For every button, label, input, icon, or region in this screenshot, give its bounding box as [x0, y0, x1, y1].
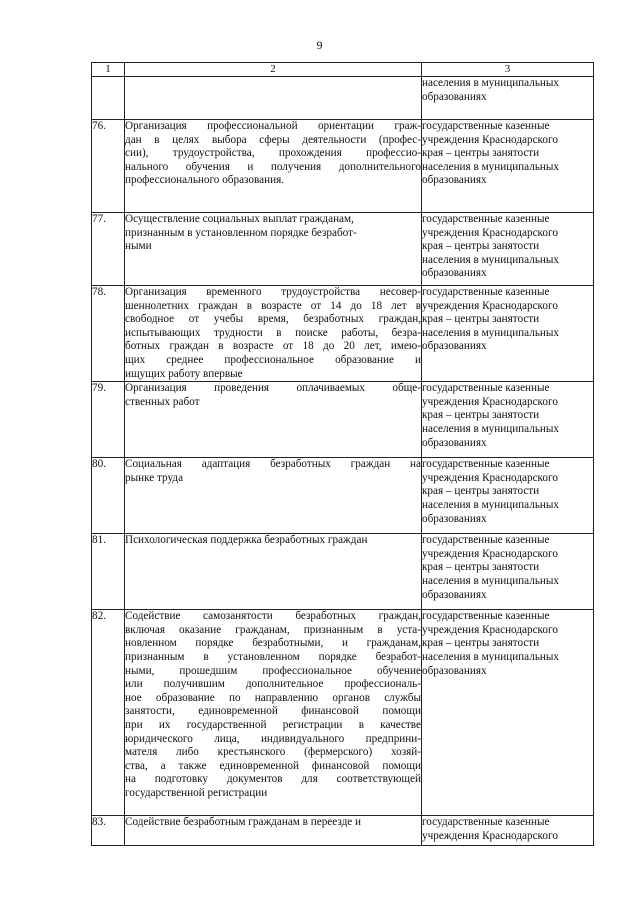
org-line: образованиях	[422, 512, 487, 525]
description-line: рынке труда	[125, 471, 184, 484]
org-line: государственные казенные	[422, 610, 550, 623]
org-line: образованиях	[422, 90, 487, 103]
org-line: учреждения Краснодарского	[422, 133, 558, 146]
org-line: края – центры занятости	[422, 147, 540, 160]
org-line: учреждения Краснодарского	[422, 395, 558, 408]
org-line: края – центры занятости	[422, 240, 540, 253]
table-row	[92, 534, 594, 610]
header-col-2: 2	[125, 63, 422, 77]
description-line: испытывающих трудности в поиске работы, безра-	[125, 326, 421, 339]
description-line: Социальная адаптация безработных граждан на	[125, 458, 421, 471]
description-line: Организация профессиональной ориентации граж-	[125, 120, 421, 132]
row-number: 76.	[92, 120, 125, 213]
description-line: Психологическая поддержка безработных граждан	[125, 534, 368, 547]
row-number: 79.	[92, 382, 125, 458]
row-number: 81.	[92, 534, 125, 610]
org-line: государственные казенные	[422, 120, 550, 132]
row-number: 78.	[92, 286, 125, 382]
services-table	[91, 62, 594, 846]
org-line: края – центры занятости	[422, 637, 540, 650]
description-line: Осуществление социальных выплат гражданам,	[125, 213, 354, 225]
org-line: учреждения Краснодарского	[422, 547, 558, 560]
org-line: края – центры занятости	[422, 313, 540, 326]
description-line: Содействие самозанятости безработных граждан,	[125, 610, 421, 623]
description-line: ными, прошедшим профессиональное обучение	[125, 664, 421, 677]
description-line: Содействие безработным гражданам в переезде и	[125, 816, 362, 829]
description-line: мателя либо крестьянского (фермерского) хозяй-	[125, 746, 421, 759]
description-line: ищущих работу впервые	[125, 367, 243, 380]
description-line: ства, а также единовременной финансовой помощи	[125, 759, 421, 772]
org-line: государственные казенные	[422, 286, 550, 298]
description-line: юридического лица, индивидуального предприни-	[125, 732, 421, 745]
org-line: образованиях	[422, 340, 487, 353]
description-line: занятости, единовременной финансовой помощи	[125, 705, 421, 718]
row-description	[125, 77, 422, 120]
table-row	[92, 610, 594, 816]
description-line: ботных граждан в возрасте от 18 до 20 лет, имею-	[125, 340, 421, 353]
org-line: населения в муниципальных	[422, 498, 560, 511]
description-line: ными	[125, 240, 152, 253]
description-line: или получившим дополнительное профессиональ-	[125, 678, 421, 691]
table-row	[92, 382, 594, 458]
org-line: государственные казенные	[422, 382, 550, 395]
description-line: щих среднее профессиональное образование и	[125, 353, 421, 366]
row-description	[125, 382, 422, 458]
continuation-row	[92, 77, 594, 120]
row-number: 83.	[92, 816, 125, 846]
row-description	[125, 534, 422, 610]
table-row	[92, 213, 594, 286]
row-organization	[422, 77, 594, 120]
org-line: государственные казенные	[422, 534, 550, 547]
org-line: государственные казенные	[422, 458, 550, 471]
description-line: шеннолетних граждан в возрасте от 14 до 18 лет в	[125, 299, 421, 312]
row-number: 80.	[92, 458, 125, 534]
row-organization	[422, 816, 594, 846]
row-number	[92, 77, 125, 120]
org-line: края – центры занятости	[422, 485, 540, 498]
header-col-3: 3	[422, 63, 594, 77]
row-organization	[422, 534, 594, 610]
org-line: населения в муниципальных	[422, 574, 560, 587]
row-description	[125, 286, 422, 382]
description-line: признанным в установленном порядке безработ-	[125, 226, 357, 239]
org-line: образованиях	[422, 436, 487, 449]
org-line: образованиях	[422, 174, 487, 187]
org-line: населения в муниципальных	[422, 77, 560, 89]
org-line: учреждения Краснодарского	[422, 829, 558, 842]
description-line: нального обучения и получения дополнительного	[125, 160, 421, 173]
table-row	[92, 458, 594, 534]
org-line: учреждения Краснодарского	[422, 226, 558, 239]
row-description	[125, 458, 422, 534]
description-line: сии), трудоустройства, прохождения профессио-	[125, 147, 421, 160]
description-line: на подготовку документов для соответствующей	[125, 773, 421, 786]
row-description	[125, 120, 422, 213]
description-line: профессионального образования.	[125, 174, 285, 187]
org-line: образованиях	[422, 588, 487, 601]
org-line: государственные казенные	[422, 213, 550, 225]
row-organization	[422, 286, 594, 382]
org-line: населения в муниципальных	[422, 160, 560, 173]
description-line: ственных работ	[125, 395, 200, 408]
org-line: образованиях	[422, 267, 487, 280]
description-line: новленном порядке безработными, и гражданам,	[125, 637, 421, 650]
row-organization	[422, 610, 594, 816]
row-number: 77.	[92, 213, 125, 286]
row-organization	[422, 213, 594, 286]
description-line: дан в целях выбора сферы деятельности (профес-	[125, 133, 421, 146]
description-line: включая оказание гражданам, признанным в уста-	[125, 623, 421, 636]
description-line: Организация проведения оплачиваемых обще-	[125, 382, 421, 395]
description-line: при их государственной регистрации в качестве	[125, 718, 421, 731]
page-number: 9	[316, 38, 323, 52]
row-description	[125, 610, 422, 816]
org-line: населения в муниципальных	[422, 422, 560, 435]
org-line: края – центры занятости	[422, 409, 540, 422]
row-description	[125, 816, 422, 846]
row-organization	[422, 120, 594, 213]
row-number: 82.	[92, 610, 125, 816]
org-line: учреждения Краснодарского	[422, 471, 558, 484]
org-line: населения в муниципальных	[422, 326, 560, 339]
row-description	[125, 213, 422, 286]
row-organization	[422, 382, 594, 458]
description-line: свободное от учебы время, безработных граждан,	[125, 313, 421, 326]
org-line: учреждения Краснодарского	[422, 299, 558, 312]
description-line: Организация временного трудоустройства несовер-	[125, 286, 421, 298]
table-row	[92, 816, 594, 846]
org-line: учреждения Краснодарского	[422, 623, 558, 636]
org-line: края – центры занятости	[422, 561, 540, 574]
org-line: населения в муниципальных	[422, 650, 560, 663]
header-col-1: 1	[92, 63, 125, 77]
org-line: населения в муниципальных	[422, 253, 560, 266]
description-line: государственной регистрации	[125, 786, 268, 799]
table-header-row	[92, 63, 594, 77]
org-line: государственные казенные	[422, 816, 550, 829]
row-organization	[422, 458, 594, 534]
org-line: образованиях	[422, 664, 487, 677]
table-row	[92, 120, 594, 213]
description-line: ное образование по направлению органов службы	[125, 691, 421, 704]
table-row	[92, 286, 594, 382]
description-line: признанным в установленном порядке безработ-	[125, 650, 421, 663]
